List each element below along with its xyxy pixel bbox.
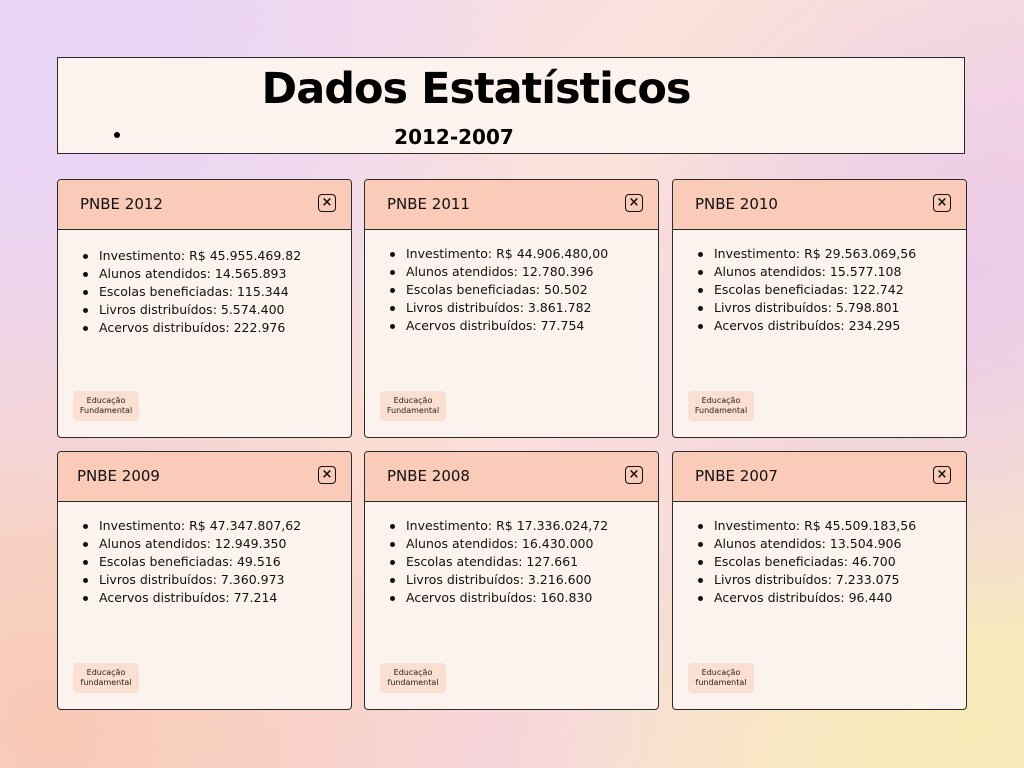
close-icon[interactable]: × xyxy=(318,194,336,212)
list-item: Livros distribuídos: 3.861.782 xyxy=(387,299,608,317)
tag-line: Fundamental xyxy=(386,406,440,415)
list-item: Escolas atendidas: 127.661 xyxy=(387,553,608,571)
card-header xyxy=(673,180,966,230)
card-header xyxy=(365,452,658,502)
category-tag xyxy=(688,663,754,693)
list-item: Investimento: R$ 45.509.183,56 xyxy=(695,517,916,535)
card-pnbe-2009 xyxy=(57,451,352,710)
list-item: Escolas beneficiadas: 122.742 xyxy=(695,281,916,299)
list-item: Alunos atendidos: 13.504.906 xyxy=(695,535,916,553)
category-tag xyxy=(688,391,754,421)
list-item: Livros distribuídos: 3.216.600 xyxy=(387,571,608,589)
list-item: Livros distribuídos: 7.360.973 xyxy=(80,571,301,589)
list-item: Acervos distribuídos: 96.440 xyxy=(695,589,916,607)
list-item: Alunos atendidos: 16.430.000 xyxy=(387,535,608,553)
tag-line: Educação xyxy=(393,396,433,405)
tag-line: Educação xyxy=(701,396,741,405)
tag-line: Educação xyxy=(393,668,433,677)
list-item: Acervos distribuídos: 77.754 xyxy=(387,317,608,335)
stats-list xyxy=(695,245,916,335)
page-title: Dados Estatísticos xyxy=(261,64,691,114)
list-item: Acervos distribuídos: 160.830 xyxy=(387,589,608,607)
list-item: Acervos distribuídos: 77.214 xyxy=(80,589,301,607)
tag-line: Educação xyxy=(701,668,741,677)
tag-line: Fundamental xyxy=(79,406,133,415)
tag-line: Educação xyxy=(86,396,126,405)
stats-list xyxy=(80,517,301,607)
list-item: Escolas beneficiadas: 46.700 xyxy=(695,553,916,571)
close-icon[interactable]: × xyxy=(318,466,336,484)
list-item: Acervos distribuídos: 234.295 xyxy=(695,317,916,335)
close-icon[interactable]: × xyxy=(625,194,643,212)
tag-line: Educação xyxy=(86,668,126,677)
close-icon[interactable]: × xyxy=(625,466,643,484)
list-item: Escolas beneficiadas: 50.502 xyxy=(387,281,608,299)
list-item: Alunos atendidos: 12.949.350 xyxy=(80,535,301,553)
header-panel xyxy=(57,57,965,154)
list-item: Alunos atendidos: 12.780.396 xyxy=(387,263,608,281)
card-header xyxy=(58,452,351,502)
card-title: PNBE 2011 xyxy=(387,195,470,213)
card-header xyxy=(58,180,351,230)
card-header xyxy=(673,452,966,502)
list-item: Alunos atendidos: 15.577.108 xyxy=(695,263,916,281)
list-item: Escolas beneficiadas: 49.516 xyxy=(80,553,301,571)
card-header xyxy=(365,180,658,230)
list-item: Investimento: R$ 47.347.807,62 xyxy=(80,517,301,535)
stats-list xyxy=(387,245,608,335)
card-title: PNBE 2007 xyxy=(695,467,778,485)
category-tag xyxy=(380,391,446,421)
stats-list xyxy=(695,517,916,607)
card-title: PNBE 2012 xyxy=(80,195,163,213)
category-tag xyxy=(73,391,139,421)
list-item: Investimento: R$ 44.906.480,00 xyxy=(387,245,608,263)
close-icon[interactable]: × xyxy=(933,194,951,212)
category-tag xyxy=(380,663,446,693)
card-title: PNBE 2008 xyxy=(387,467,470,485)
list-item: Acervos distribuídos: 222.976 xyxy=(80,319,301,337)
list-item: Livros distribuídos: 5.798.801 xyxy=(695,299,916,317)
tag-line: Fundamental xyxy=(694,406,748,415)
page-subtitle: 2012-2007 xyxy=(394,125,514,149)
card-pnbe-2012 xyxy=(57,179,352,438)
list-item: Investimento: R$ 17.336.024,72 xyxy=(387,517,608,535)
category-tag xyxy=(73,663,139,693)
card-pnbe-2010 xyxy=(672,179,967,438)
card-title: PNBE 2009 xyxy=(77,467,160,485)
list-item: Escolas beneficiadas: 115.344 xyxy=(80,283,301,301)
tag-line: fundamental xyxy=(695,678,747,687)
tag-line: fundamental xyxy=(80,678,132,687)
tag-line: fundamental xyxy=(387,678,439,687)
list-item: Alunos atendidos: 14.565.893 xyxy=(80,265,301,283)
list-item: Investimento: R$ 45.955.469.82 xyxy=(80,247,301,265)
card-title: PNBE 2010 xyxy=(695,195,778,213)
stats-list xyxy=(80,247,301,337)
close-icon[interactable]: × xyxy=(933,466,951,484)
list-item: Livros distribuídos: 7.233.075 xyxy=(695,571,916,589)
card-pnbe-2011 xyxy=(364,179,659,438)
stats-list xyxy=(387,517,608,607)
card-pnbe-2007 xyxy=(672,451,967,710)
card-pnbe-2008 xyxy=(364,451,659,710)
list-item: Livros distribuídos: 5.574.400 xyxy=(80,301,301,319)
list-item: Investimento: R$ 29.563.069,56 xyxy=(695,245,916,263)
